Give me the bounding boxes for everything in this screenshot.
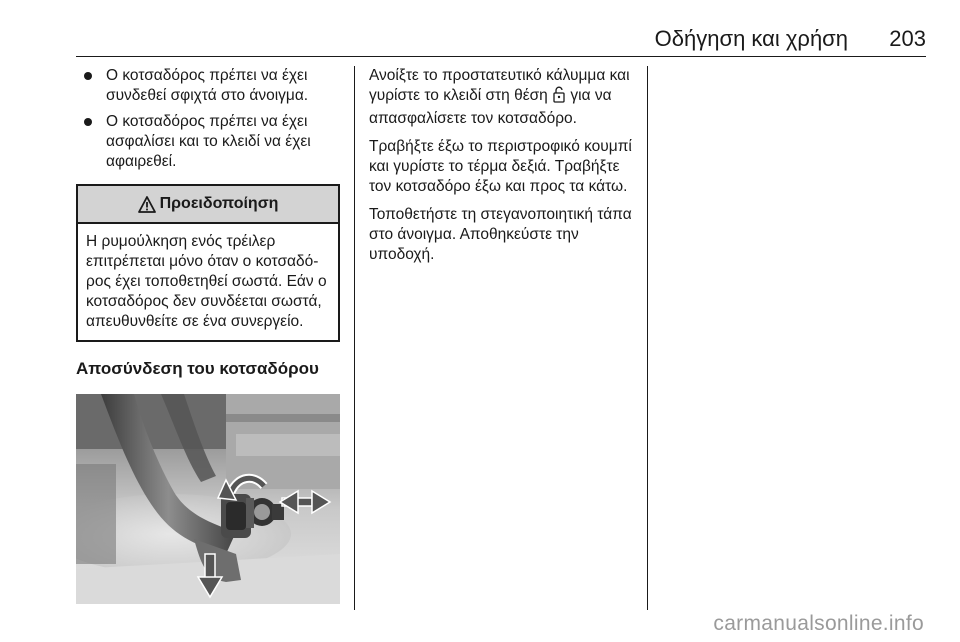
left-column: [76, 66, 340, 604]
warning-triangle-icon: [138, 196, 156, 213]
tow-bar-removal-photo: [76, 394, 340, 604]
bullet-item: [76, 112, 340, 172]
instruction-paragraph: Τραβήξτε έξω το περιστροφικό κουμπί και γυρίστε το τέρμα δεξιά. Τραβήξτε τον κοτσαδόρο έξω και προς τα κάτω.: [369, 138, 632, 195]
column-divider-left: [354, 66, 355, 610]
warning-text: Η ρυμούλκηση ενός τρέιλερ επιτρέπεται μόνο όταν ο κοτσαδόρος έχει τοποθετηθεί σωστά. Εάν ο κοτσαδόρος δεν συνδέεται σωστά, απευθυνθείτε σε ένα συνεργείο.: [86, 233, 327, 330]
section-heading: Αποσύνδεση του κοτσαδόρου: [76, 359, 319, 378]
bullet-item: [76, 66, 340, 106]
instruction-text: για να απασφαλίσετε τον κοτσαδόρο.: [369, 87, 612, 127]
page-number: 203: [889, 26, 926, 51]
warning-header: [78, 186, 338, 224]
watermark: carmanualsonline.info: [713, 612, 924, 635]
instruction-paragraph: [369, 66, 637, 129]
bullet-list: [76, 66, 340, 172]
column-divider-right: [647, 66, 648, 610]
bullet-dot-icon: [84, 72, 92, 80]
bullet-text: Ο κοτσαδόρος πρέπει να έχει συνδεθεί σφιχτά στο άνοιγμα.: [106, 67, 309, 104]
warning-title: Προειδοποίηση: [159, 195, 279, 212]
warning-box: [76, 184, 340, 342]
header-rule: [76, 56, 926, 57]
bullet-text: Ο κοτσαδόρος πρέπει να έχει ασφαλίσει και το κλειδί να έχει αφαιρεθεί.: [106, 113, 311, 170]
page-title: Οδήγηση και χρήση: [654, 26, 848, 51]
instruction-paragraph: Τοποθετήστε τη στεγανοποιητική τάπα στο άνοιγμα. Αποθηκεύστε την υποδοχή.: [369, 206, 632, 263]
unlock-key-icon: [553, 86, 565, 109]
instruction-text: Ανοίξτε το προστατευτικό κάλυμμα και γυρίστε το κλειδί στη θέση: [369, 67, 630, 104]
bullet-dot-icon: [84, 118, 92, 126]
right-column: [369, 66, 637, 273]
